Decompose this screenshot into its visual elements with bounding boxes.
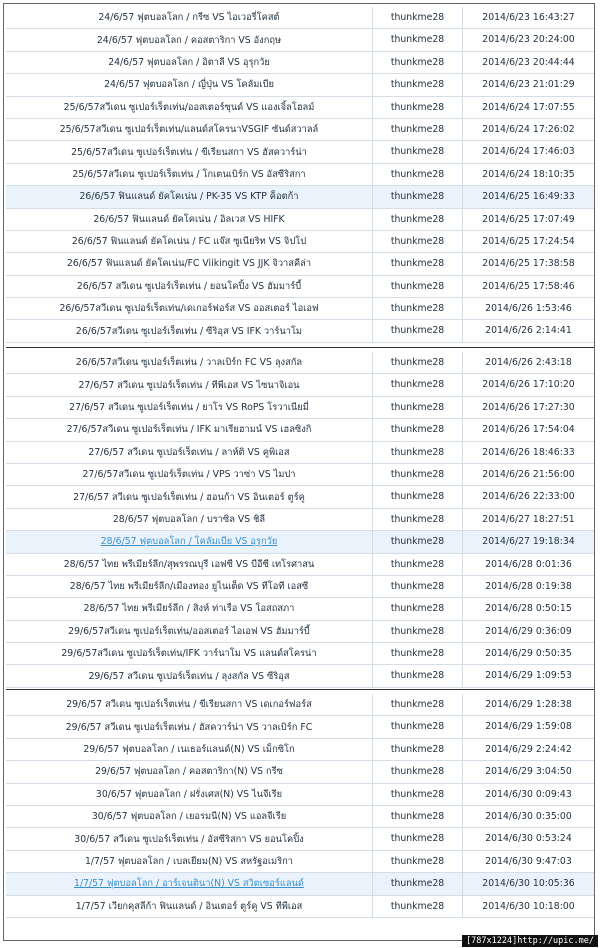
table-row xyxy=(6,873,594,895)
thread-title-link[interactable]: 28/6/57 ฟุตบอลโลก / โคลัมเบีย VS อุรุกวัย xyxy=(100,536,278,548)
table-row xyxy=(6,186,594,208)
table-row xyxy=(6,276,594,298)
author-name[interactable]: thunkme28 xyxy=(372,374,462,395)
post-timestamp: 2014/6/30 9:47:03 xyxy=(462,851,594,872)
post-timestamp: 2014/6/25 17:07:49 xyxy=(462,209,594,230)
table-row xyxy=(6,352,594,374)
author-name[interactable]: thunkme28 xyxy=(372,531,462,552)
table-row xyxy=(6,716,594,738)
table-row xyxy=(6,74,594,96)
author-name[interactable]: thunkme28 xyxy=(372,665,462,686)
thread-title-link[interactable]: 26/6/57สวีเดน ซูเปอร์เร็ตเท่น / วาลเบิร์ก FC VS ลุงสกัล xyxy=(75,357,303,369)
author-name[interactable]: thunkme28 xyxy=(372,761,462,782)
thread-title-link[interactable]: 26/6/57 สวีเดน ซูเปอร์เร็ตเท่น / ยอนโคปิ้ง VS ฮัมมาร์บี้ xyxy=(76,280,302,292)
thread-title-link[interactable]: 27/6/57 สวีเดน ซูเปอร์เร็ตเท่น / ลาห์ติ VS คูพิเอส xyxy=(88,446,290,458)
thread-title-link[interactable]: 25/6/57สวีเดน ซูเปอร์เร็ตเท่น / ขีเรียนสกา VS ฮัสควาร์น่า xyxy=(71,146,307,158)
post-timestamp: 2014/6/24 17:07:55 xyxy=(462,97,594,118)
table-row xyxy=(6,531,594,553)
thread-title-link[interactable]: 26/6/57 ฟินแลนด์ ยัคโคเน่น/FC Viikingit VS JJK จิวาสคีล่า xyxy=(66,258,312,270)
author-name[interactable]: thunkme28 xyxy=(372,509,462,530)
thread-title-link[interactable]: 29/6/57สวีเดน ซูเปอร์เร็ตเท่น/ออสเตอร์ ไอเอฟ VS ฮัมมาร์บี้ xyxy=(68,625,310,637)
table-row xyxy=(6,320,594,342)
author-name[interactable]: thunkme28 xyxy=(372,896,462,917)
author-name[interactable]: thunkme28 xyxy=(372,52,462,73)
thread-title-link[interactable]: 27/6/57 สวีเดน ซูเปอร์เร็ตเท่น / ยาโร VS RoPS โรวาเนียมี่ xyxy=(69,401,309,413)
post-timestamp: 2014/6/23 16:43:27 xyxy=(462,7,594,28)
author-name[interactable]: thunkme28 xyxy=(372,716,462,737)
thread-title-link[interactable]: 28/6/57 ไทย พรีเมียร์ลีก/เมืองทอง ยูไนเต็ด VS ทีโอที เอสซี xyxy=(69,581,309,593)
author-name[interactable]: thunkme28 xyxy=(372,784,462,805)
table-row xyxy=(6,896,594,918)
thread-title-link[interactable]: 24/6/57 ฟุตบอลโลก / กรีซ VS ไอเวอรี่โคสต์ xyxy=(98,12,280,24)
table-row xyxy=(6,665,594,687)
table-row xyxy=(6,576,594,598)
post-timestamp: 2014/6/25 17:24:54 xyxy=(462,231,594,252)
thread-title-link[interactable]: 28/6/57 ไทย พรีเมียร์ลีก/สุพรรณบุรี เอฟซี VS บีอีซี เทโรศาสน xyxy=(63,558,315,570)
author-name[interactable]: thunkme28 xyxy=(372,352,462,373)
thread-title-link[interactable]: 30/6/57 ฟุตบอลโลก / เยอรมนี(N) VS แอลจีเรีย xyxy=(91,811,287,823)
post-timestamp: 2014/6/26 18:46:33 xyxy=(462,442,594,463)
table-row xyxy=(6,374,594,396)
post-timestamp: 2014/6/30 10:05:36 xyxy=(462,873,594,894)
author-name[interactable]: thunkme28 xyxy=(372,486,462,507)
thread-title-link[interactable]: 27/6/57สวีเดน ซูเปอร์เร็ตเท่น / VPS วาซ่า VS ไมปา xyxy=(82,469,296,481)
author-name[interactable]: thunkme28 xyxy=(372,806,462,827)
thread-title-link[interactable]: 29/6/57 ฟุตบอลโลก / เนเธอร์แลนด์(N) VS เม็กซิโก xyxy=(83,743,295,755)
post-timestamp: 2014/6/24 17:46:03 xyxy=(462,141,594,162)
thread-title-link[interactable]: 26/6/57สวีเดน ซูเปอร์เร็ตเท่น / ซีริอุส VS IFK วาร์นาโม xyxy=(75,325,303,337)
author-name[interactable]: thunkme28 xyxy=(372,621,462,642)
table-row xyxy=(6,643,594,665)
table-row xyxy=(6,29,594,51)
table-row xyxy=(6,442,594,464)
post-timestamp: 2014/6/24 17:26:02 xyxy=(462,119,594,140)
post-timestamp: 2014/6/23 20:44:44 xyxy=(462,52,594,73)
author-name[interactable]: thunkme28 xyxy=(372,576,462,597)
author-name[interactable]: thunkme28 xyxy=(372,442,462,463)
thread-title-link[interactable]: 26/6/57 ฟินแลนด์ ยัคโคเน่น / อิลเวส VS HIFK xyxy=(93,213,285,225)
thread-title-link[interactable]: 29/6/57 สวีเดน ซูเปอร์เร็ตเท่น / ขีเรียนสกา VS เดเกอร์ฟอร์ส xyxy=(66,699,312,711)
post-timestamp: 2014/6/30 0:09:43 xyxy=(462,784,594,805)
post-timestamp: 2014/6/25 17:58:46 xyxy=(462,276,594,297)
post-timestamp: 2014/6/26 1:53:46 xyxy=(462,298,594,319)
author-name[interactable]: thunkme28 xyxy=(372,276,462,297)
upic-watermark: [787x1224]http://upic.me/ xyxy=(462,935,598,947)
section-divider xyxy=(6,689,594,690)
thread-title-link[interactable]: 26/6/57 ฟินแลนด์ ยัคโคเน่น / FC แจ๊ส ซูเนียริท VS จิปโป xyxy=(71,236,307,248)
post-timestamp: 2014/6/29 0:36:09 xyxy=(462,621,594,642)
table-row xyxy=(6,464,594,486)
author-name[interactable]: thunkme28 xyxy=(372,873,462,894)
post-timestamp: 2014/6/28 0:19:38 xyxy=(462,576,594,597)
table-row xyxy=(6,598,594,620)
author-name[interactable]: thunkme28 xyxy=(372,29,462,50)
post-timestamp: 2014/6/26 2:43:18 xyxy=(462,352,594,373)
thread-title-link[interactable]: 24/6/57 ฟุตบอลโลก / อิตาลี VS อุรุกวัย xyxy=(108,56,270,68)
thread-title-link[interactable]: 25/6/57สวีเดน ซูเปอร์เร็ตเท่น / โกเตนเบิร์ก VS อัสซีริสกา xyxy=(72,168,306,180)
table-row xyxy=(6,141,594,163)
author-name[interactable]: thunkme28 xyxy=(372,554,462,575)
thread-title-link[interactable]: 29/6/57 สวีเดน ซูเปอร์เร็ตเท่น / ลุงสกัล VS ซีริอุส xyxy=(88,670,290,682)
table-row xyxy=(6,209,594,231)
author-name[interactable]: thunkme28 xyxy=(372,828,462,849)
table-row xyxy=(6,298,594,320)
author-name[interactable]: thunkme28 xyxy=(372,464,462,485)
table-row xyxy=(6,164,594,186)
thread-title-link[interactable]: 29/6/57สวีเดน ซูเปอร์เร็ตเท่น/IFK วาร์นาโม VS แลนด์สโครน่า xyxy=(61,648,317,660)
author-name[interactable]: thunkme28 xyxy=(372,643,462,664)
post-timestamp: 2014/6/29 0:50:35 xyxy=(462,643,594,664)
table-row xyxy=(6,784,594,806)
post-timestamp: 2014/6/24 18:10:35 xyxy=(462,164,594,185)
post-list-section-2 xyxy=(6,352,594,688)
post-timestamp: 2014/6/30 10:18:00 xyxy=(462,896,594,917)
table-row xyxy=(6,486,594,508)
thread-title-link[interactable]: 25/6/57สวีเดน ซูเปอร์เร็ตเท่น/ออสเตอร์ซุนด์ VS แองเจิ้ลโฮลม์ xyxy=(63,101,315,113)
author-name[interactable]: thunkme28 xyxy=(372,231,462,252)
thread-title-link[interactable]: 29/6/57 ฟุตบอลโลก / คอสตาริกา(N) VS กรีซ xyxy=(95,766,283,778)
post-timestamp: 2014/6/26 21:56:00 xyxy=(462,464,594,485)
thread-title-link[interactable]: 27/6/57สวีเดน ซูเปอร์เร็ตเท่น / IFK มาเรียฮามน์ VS เฮลซิงกิ xyxy=(66,424,312,436)
author-name[interactable]: thunkme28 xyxy=(372,598,462,619)
post-timestamp: 2014/6/29 1:09:53 xyxy=(462,665,594,686)
author-name[interactable]: thunkme28 xyxy=(372,419,462,440)
author-name[interactable]: thunkme28 xyxy=(372,141,462,162)
post-list-section-1 xyxy=(6,7,594,343)
thread-title-link[interactable]: 26/6/57สวีเดน ซูเปอร์เร็ตเท่น/เดเกอร์ฟอร์ส VS ออสเตอร์ ไอเอฟ xyxy=(59,303,319,315)
table-row xyxy=(6,806,594,828)
author-name[interactable]: thunkme28 xyxy=(372,7,462,28)
table-row xyxy=(6,397,594,419)
table-row xyxy=(6,509,594,531)
post-timestamp: 2014/6/26 17:10:20 xyxy=(462,374,594,395)
post-timestamp: 2014/6/30 0:53:24 xyxy=(462,828,594,849)
thread-title-link[interactable]: 27/6/57 สวีเดน ซูเปอร์เร็ตเท่น / ทีพีเอส VS ไซนาจิเอน xyxy=(78,379,300,391)
post-timestamp: 2014/6/28 0:50:15 xyxy=(462,598,594,619)
post-timestamp: 2014/6/23 21:01:29 xyxy=(462,74,594,95)
author-name[interactable]: thunkme28 xyxy=(372,397,462,418)
thread-title-link[interactable]: 28/6/57 ไทย พรีเมียร์ลีก / สิงห์ ท่าเรือ VS โอสถสภา xyxy=(83,603,295,615)
author-name[interactable]: thunkme28 xyxy=(372,209,462,230)
table-row xyxy=(6,253,594,275)
post-timestamp: 2014/6/29 2:24:42 xyxy=(462,739,594,760)
post-timestamp: 2014/6/26 17:54:04 xyxy=(462,419,594,440)
table-row xyxy=(6,851,594,873)
table-row xyxy=(6,694,594,716)
section-divider xyxy=(6,347,594,348)
thread-title-link[interactable]: 1/7/57 เวียกคุสลีก้า ฟินแลนด์ / อินเตอร์ ตูร์คู VS ทีพีเอส xyxy=(75,900,303,912)
post-timestamp: 2014/6/28 0:01:36 xyxy=(462,554,594,575)
thread-title-link[interactable]: 30/6/57 สวีเดน ซูเปอร์เร็ตเท่น / อัสซีริสกา VS ยอนโคปิ้ง xyxy=(74,833,304,845)
table-row xyxy=(6,97,594,119)
post-timestamp: 2014/6/26 17:27:30 xyxy=(462,397,594,418)
post-timestamp: 2014/6/29 1:28:38 xyxy=(462,694,594,715)
table-row xyxy=(6,231,594,253)
post-timestamp: 2014/6/27 19:18:34 xyxy=(462,531,594,552)
table-row xyxy=(6,52,594,74)
thread-title-link[interactable]: 26/6/57 ฟินแลนด์ ยัคโคเน่น / PK-35 VS KTP ค็อตก้า xyxy=(79,191,299,203)
author-name[interactable]: thunkme28 xyxy=(372,694,462,715)
thread-title-link[interactable]: 24/6/57 ฟุตบอลโลก / คอสตาริกา VS อังกฤษ xyxy=(96,34,282,46)
thread-title-link[interactable]: 29/6/57 สวีเดน ซูเปอร์เร็ตเท่น / ฮัสควาร์น่า VS วาลเบิร์ก FC xyxy=(65,721,313,733)
thread-title-link[interactable]: 1/7/57 ฟุตบอลโลก / เบลเยียม(N) VS สหรัฐอเมริกา xyxy=(84,855,294,867)
author-name[interactable]: thunkme28 xyxy=(372,851,462,872)
table-row xyxy=(6,621,594,643)
post-timestamp: 2014/6/26 22:33:00 xyxy=(462,486,594,507)
post-timestamp: 2014/6/29 1:59:08 xyxy=(462,716,594,737)
table-row xyxy=(6,761,594,783)
author-name[interactable]: thunkme28 xyxy=(372,74,462,95)
post-timestamp: 2014/6/25 17:38:58 xyxy=(462,253,594,274)
author-name[interactable]: thunkme28 xyxy=(372,164,462,185)
post-timestamp: 2014/6/23 20:24:00 xyxy=(462,29,594,50)
post-timestamp: 2014/6/25 16:49:33 xyxy=(462,186,594,207)
table-row xyxy=(6,554,594,576)
author-name[interactable]: thunkme28 xyxy=(372,253,462,274)
author-name[interactable]: thunkme28 xyxy=(372,97,462,118)
post-list-section-3 xyxy=(6,694,594,918)
thread-title-link[interactable]: 25/6/57สวีเดน ซูเปอร์เร็ตเท่น/แลนด์สโครนาVSGIF ซันด์สวาลล์ xyxy=(59,124,319,136)
author-name[interactable]: thunkme28 xyxy=(372,298,462,319)
table-row xyxy=(6,7,594,29)
thread-title-link[interactable]: 1/7/57 ฟุตบอลโลก / อาร์เจนตินา(N) VS สวิตเซอร์แลนด์ xyxy=(74,878,304,890)
author-name[interactable]: thunkme28 xyxy=(372,739,462,760)
author-name[interactable]: thunkme28 xyxy=(372,320,462,341)
author-name[interactable]: thunkme28 xyxy=(372,119,462,140)
table-row xyxy=(6,828,594,850)
table-row xyxy=(6,419,594,441)
thread-title-link[interactable]: 27/6/57 สวีเดน ซูเปอร์เร็ตเท่น / ฮอนก้า VS อินเตอร์ ตูร์คู xyxy=(73,491,305,503)
table-row xyxy=(6,739,594,761)
thread-title-link[interactable]: 24/6/57 ฟุตบอลโลก / ญี่ปุ่น VS โคลัมเบีย xyxy=(104,79,274,91)
post-timestamp: 2014/6/29 3:04:50 xyxy=(462,761,594,782)
post-timestamp: 2014/6/30 0:35:00 xyxy=(462,806,594,827)
table-row xyxy=(6,119,594,141)
thread-title-link[interactable]: 28/6/57 ฟุตบอลโลก / บราซิล VS ชิลี xyxy=(112,513,266,525)
author-name[interactable]: thunkme28 xyxy=(372,186,462,207)
thread-title-link[interactable]: 30/6/57 ฟุตบอลโลก / ฝรั่งเศส(N) VS ไนจีเรีย xyxy=(95,788,283,800)
post-timestamp: 2014/6/26 2:14:41 xyxy=(462,320,594,341)
post-timestamp: 2014/6/27 18:27:51 xyxy=(462,509,594,530)
